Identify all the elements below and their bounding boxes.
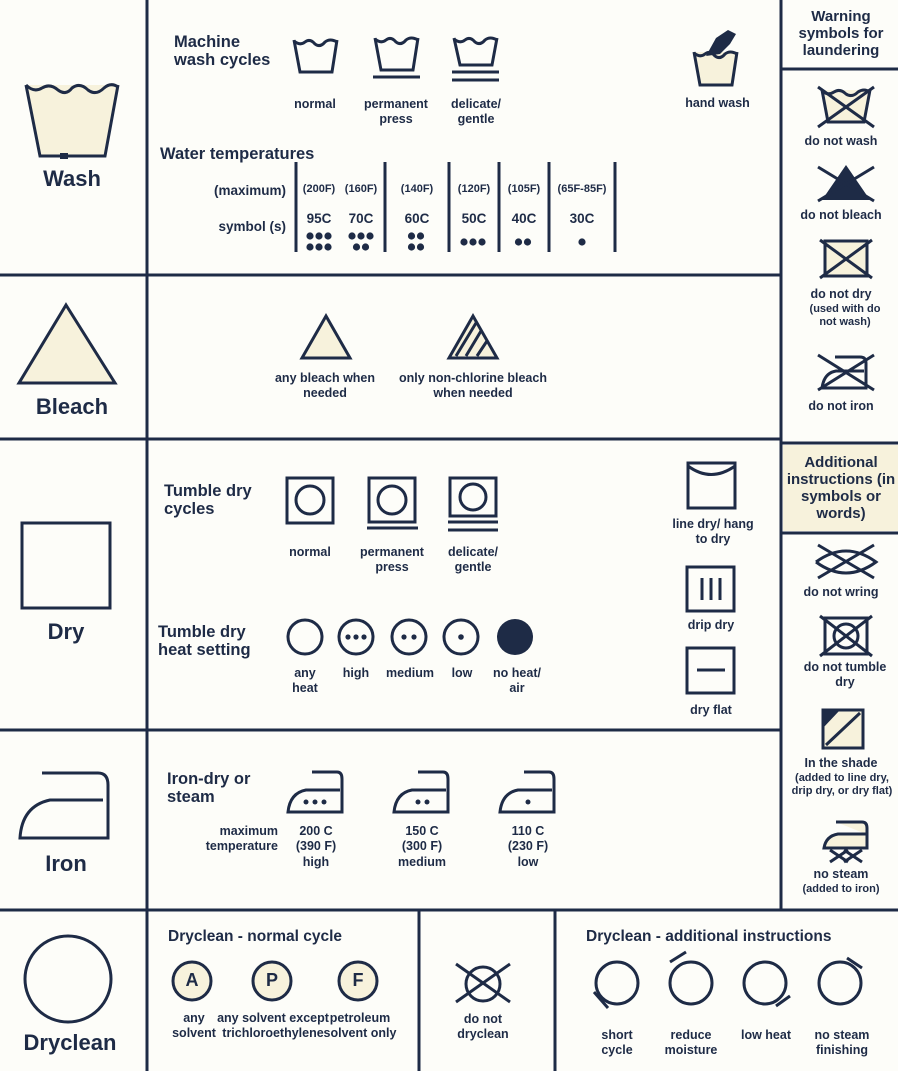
do-not-dry-label: do not dry <box>810 287 872 301</box>
temp-f-120: (120F) <box>457 183 491 195</box>
line-dry-icon <box>688 463 735 508</box>
no-steam-icon <box>824 822 867 862</box>
temperature-dot <box>408 232 415 239</box>
heat-medium-label: medium <box>386 666 434 680</box>
tumble-pp-label: permanent press <box>360 545 424 575</box>
temperature-grid <box>296 162 615 252</box>
temperature-dot <box>324 232 331 239</box>
water-temp-sub: (maximum) <box>213 183 286 198</box>
wash-title: Wash <box>43 166 101 191</box>
temp-f-105: (105F) <box>507 183 541 195</box>
temperature-dot <box>469 238 476 245</box>
machine-wash-heading: Machine wash cycles <box>174 33 271 70</box>
dryclean-f-label: petroleum solvent only <box>323 1011 397 1041</box>
heat-medium-icon <box>392 620 426 654</box>
in-the-shade-icon <box>823 710 863 748</box>
symbol-label: symbol (s) <box>218 219 286 234</box>
tumble-normal-label: normal <box>289 545 331 559</box>
no-steam-note: (added to iron) <box>802 883 880 895</box>
temp-c-50: 50C <box>461 211 487 226</box>
heat-none-label: no heat/ air <box>493 666 541 696</box>
wash-cycle-delicate-label: delicate/ gentle <box>450 97 502 127</box>
do-not-dryclean-label: do not dryclean <box>457 1012 509 1042</box>
temperature-dot <box>408 243 415 250</box>
temp-c-40: 40C <box>511 211 537 226</box>
temperature-dot <box>315 232 322 239</box>
temperature-dot <box>478 238 485 245</box>
temperature-dot <box>357 232 364 239</box>
do-not-wring-label: do not wring <box>803 585 879 599</box>
heat-high-icon <box>339 620 373 654</box>
iron-low-icon <box>500 772 554 812</box>
no-steam-finishing-label: no steam finishing <box>814 1028 870 1058</box>
temp-c-95: 95C <box>306 211 332 226</box>
heat-setting-heading: Tumble dry heat setting <box>158 623 251 660</box>
reduce-moisture-icon <box>670 952 712 1004</box>
heat-any-label: any heat <box>292 666 318 696</box>
tumble-normal-icon <box>287 478 333 523</box>
dryclean-circle-icon <box>25 936 111 1022</box>
no-steam-finishing-icon <box>819 958 862 1004</box>
tumble-delicate-label: delicate/ gentle <box>447 545 499 575</box>
dryclean-normal-heading: Dryclean - normal cycle <box>168 928 343 945</box>
dryclean-title: Dryclean <box>23 1030 117 1055</box>
temp-c-70: 70C <box>348 211 374 226</box>
short-cycle-icon <box>594 962 638 1008</box>
tumble-delicate-icon <box>448 478 498 530</box>
wash-cycle-normal-label: normal <box>294 97 336 111</box>
temperature-dots <box>306 232 585 250</box>
water-temp-heading: Water temperatures <box>160 145 315 163</box>
bleach-triangle-icon <box>19 305 115 383</box>
dry-flat-icon <box>687 648 734 693</box>
dryclean-f-letter: F <box>352 970 364 990</box>
iron-medium-label: 150 C (300 F) medium <box>398 824 446 869</box>
do-not-wring-icon <box>816 545 876 578</box>
temperature-dot <box>515 238 522 245</box>
short-cycle-label: short cycle <box>601 1028 633 1058</box>
temperature-dot <box>353 243 360 250</box>
temperature-dot <box>417 243 424 250</box>
heat-low-label: low <box>451 666 473 680</box>
temp-f-140: (140F) <box>400 183 434 195</box>
non-chlorine-bleach-icon <box>449 316 497 358</box>
in-the-shade-note: (added to line dry, drip dry, or dry flat) <box>791 772 893 798</box>
temperature-dot <box>366 232 373 239</box>
wash-permanent-press-icon <box>373 38 420 77</box>
temperature-dot <box>306 232 313 239</box>
dry-title: Dry <box>47 619 85 644</box>
hand-wash-label: hand wash <box>685 96 750 110</box>
do-not-dry-icon <box>820 240 872 278</box>
warning-heading: Warning symbols for laundering <box>798 8 884 59</box>
temperature-dot <box>460 238 467 245</box>
non-chlorine-bleach-label: only non-chlorine bleach when needed <box>399 371 547 401</box>
heat-none-icon <box>497 619 533 655</box>
temperature-dot <box>524 238 531 245</box>
no-steam-label: no steam <box>813 867 869 881</box>
reduce-moisture-label: reduce moisture <box>664 1028 718 1058</box>
temp-f-160: (160F) <box>344 183 378 195</box>
do-not-wash-icon <box>818 87 874 127</box>
drip-dry-label: drip dry <box>687 618 735 632</box>
do-not-dry-note: (used with do not wash) <box>809 303 881 329</box>
max-temp-label: maximum temperature <box>205 824 278 854</box>
temp-f-65: (65F-85F) <box>557 183 607 195</box>
dry-square-icon <box>22 523 110 608</box>
temp-f-200: (200F) <box>302 183 336 195</box>
heat-any-icon <box>288 620 322 654</box>
wash-cycle-pp-label: permanent press <box>364 97 428 127</box>
hand-wash-icon <box>694 30 737 85</box>
low-heat-icon <box>744 962 790 1006</box>
iron-medium-icon <box>394 772 448 812</box>
dryclean-a-letter: A <box>185 970 199 990</box>
in-the-shade-label: In the shade <box>804 756 878 770</box>
temperature-dot <box>578 238 585 245</box>
temperature-dot <box>315 243 322 250</box>
line-dry-label: line dry/ hang to dry <box>672 517 754 547</box>
temperature-dot <box>324 243 331 250</box>
bleach-title: Bleach <box>35 394 109 419</box>
do-not-bleach-icon <box>818 165 874 201</box>
dryclean-a-label: any solvent <box>172 1011 216 1041</box>
iron-high-icon <box>288 772 342 812</box>
heat-high-label: high <box>342 666 370 680</box>
dryclean-additional-heading: Dryclean - additional instructions <box>586 928 832 945</box>
do-not-dryclean-icon <box>456 964 510 1002</box>
iron-heading: Iron-dry or steam <box>167 770 251 807</box>
iron-large-icon <box>20 773 108 838</box>
dryclean-p-letter: P <box>265 970 278 990</box>
drip-dry-icon <box>687 567 734 611</box>
dry-flat-label: dry flat <box>690 703 732 717</box>
tumble-dry-heading: Tumble dry cycles <box>164 482 252 519</box>
do-not-tumble-dry-label: do not tumble dry <box>803 660 887 690</box>
do-not-tumble-dry-icon <box>820 616 872 656</box>
iron-title: Iron <box>45 851 87 876</box>
tumble-permanent-press-icon <box>367 478 418 528</box>
do-not-bleach-label: do not bleach <box>800 208 882 222</box>
temperature-dot <box>417 232 424 239</box>
wash-normal-icon <box>294 40 337 72</box>
do-not-iron-label: do not iron <box>808 399 874 413</box>
do-not-iron-icon <box>818 355 874 390</box>
temp-c-30: 30C <box>569 211 595 226</box>
wash-tub-icon <box>26 85 118 159</box>
dryclean-p-label: any solvent except trichloroethylene <box>217 1011 329 1041</box>
wash-delicate-icon <box>452 38 499 80</box>
temperature-dot <box>362 243 369 250</box>
additional-heading: Additional instructions (in symbols or words) <box>786 454 896 522</box>
low-heat-label: low heat <box>740 1028 791 1042</box>
any-bleach-icon <box>302 316 350 358</box>
temperature-dot <box>306 243 313 250</box>
iron-high-label: 200 C (390 F) high <box>295 824 337 869</box>
do-not-wash-label: do not wash <box>804 134 878 148</box>
temperature-dot <box>348 232 355 239</box>
heat-low-icon <box>444 620 478 654</box>
iron-low-label: 110 C (230 F) low <box>507 824 549 869</box>
any-bleach-label: any bleach when needed <box>274 371 376 401</box>
temp-c-60: 60C <box>404 211 430 226</box>
